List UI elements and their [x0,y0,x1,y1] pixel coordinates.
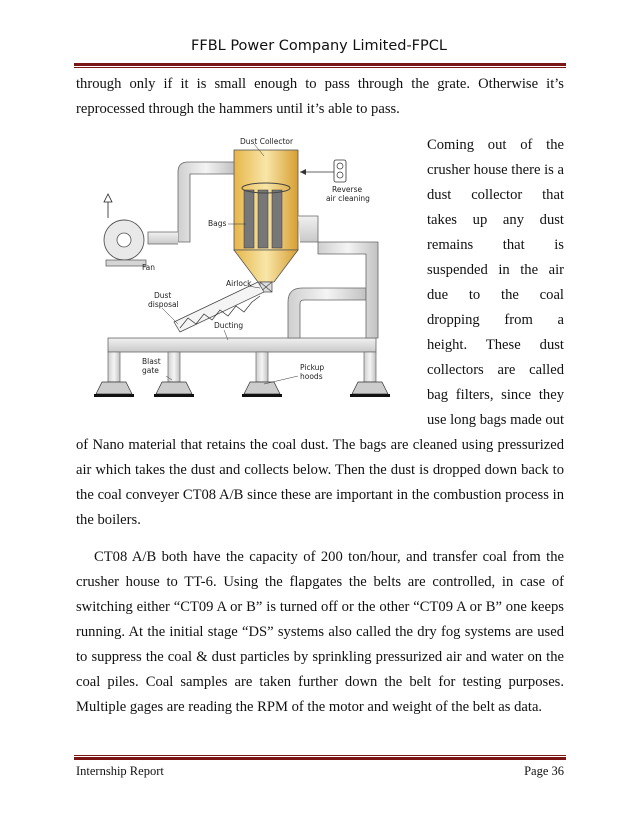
pickup-hoods [94,382,390,397]
footer-rule-thin [74,755,566,756]
label-dust-disposal: Dust [154,291,172,300]
side-column-line: dust collector that [427,187,564,203]
label-blast-gate: Blast [142,357,161,366]
footer-rule-thick [74,757,566,760]
paragraph-line: the boilers. [76,512,141,528]
side-column-line: Coming out of the [427,137,564,153]
label-airlock: Airlock [226,279,252,288]
header-rule-thin [74,67,566,68]
exhaust-duct [148,162,234,244]
side-column-line: dropping from a [427,312,564,328]
side-column-line: due to the coal [427,287,564,303]
label-dust-disposal-2: disposal [148,300,179,309]
label-ducting: Ducting [214,321,244,330]
label-reverse-air-2: air cleaning [326,194,370,203]
dust-collector [234,150,298,292]
footer-report-label: Internship Report [76,764,164,778]
label-dust-collector: Dust Collector [240,137,294,146]
paragraph-line: of Nano material that retains the coal dust. The bags are cleaned using pressurized [76,437,564,453]
side-column-line: bag filters, since they [427,387,564,403]
side-column-line: takes up any dust [427,212,564,228]
page-header: FFBL Power Company Limited-FPCL [191,38,447,54]
fan [104,194,146,266]
label-fan: Fan [142,263,155,272]
paragraph-line: air which takes the dust and collects below. Then the dust is dropped down back to [76,462,564,478]
paragraph-line: to suppress the coal & dust particles by sprinkling pressurized air and water on the [76,649,564,665]
reverse-air-unit [300,160,346,182]
label-pickup-hoods: Pickup [300,363,325,372]
label-bags: Bags [208,219,227,228]
paragraph-line: CT08 A/B both have the capacity of 200 ton/hour, and transfer coal from the [94,549,564,565]
side-column-line: suspended in the air [427,262,564,278]
paragraph-line: running. At the initial stage “DS” systems also called the dry fog systems are used [76,624,564,640]
footer-page-number: Page 36 [524,764,564,778]
side-column-line: height. These dust [427,337,564,353]
paragraph-line: reprocessed through the hammers until it’s able to pass. [76,101,400,117]
paragraph-line: crusher house to TT-6. Using the flapgates the belts are controlled, in case of [76,574,564,590]
side-column-line: crusher house there is a [427,162,564,178]
paragraph-line: the coal conveyer CT08 A/B since these are important in the combustion process in [76,487,564,503]
label-reverse-air: Reverse [332,185,363,194]
side-column-line: remains that is [427,237,564,253]
label-blast-gate-2: gate [142,366,159,375]
paragraph-line: Multiple gages are reading the RPM of the motor and weight of the belt as data. [76,699,543,715]
paragraph-line: through only if it is small enough to pass through the grate. Otherwise it’s [76,76,564,92]
label-pickup-hoods-2: hoods [300,372,323,381]
dust-collector-diagram [78,132,424,430]
paragraph-line: coal piles. Coal samples are taken further down the belt for testing purposes. [76,674,564,690]
side-column-line: collectors are called [427,362,564,378]
paragraph-line: switching either “CT09 A or B” is turned off or the other “CT09 A or B” one keeps [76,599,564,615]
side-column-line: use long bags made out [427,412,564,428]
header-rule-thick [74,63,566,66]
